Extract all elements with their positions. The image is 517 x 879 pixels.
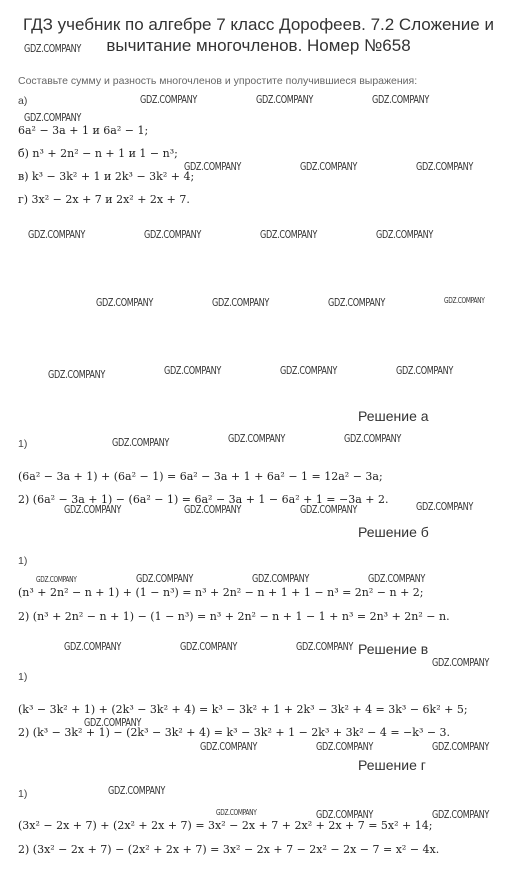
watermark: GDZ.COMPANY [24,111,82,124]
watermark: GDZ.COMPANY [432,740,490,753]
watermark: GDZ.COMPANY [376,228,434,241]
watermark: GDZ.COMPANY [432,808,490,821]
watermark: GDZ.COMPANY [144,228,202,241]
watermark: GDZ.COMPANY [28,228,86,241]
solution-v-line1: (k³ − 3k² + 1) + (2k³ − 3k² + 4) = k³ − 3k² + 1 + 2k³ − 3k² + 4 = 3k³ − 6k² + 5; [18,703,468,716]
watermark: GDZ.COMPANY [184,503,242,516]
watermark: GDZ.COMPANY [228,432,286,445]
watermark: GDZ.COMPANY [64,640,122,653]
solution-b-step1-label: 1) [18,555,28,567]
solution-v-heading: Решение в [358,641,429,657]
watermark: GDZ.COMPANY [48,368,106,381]
watermark: GDZ.COMPANY [84,716,142,729]
task-a-label: а) [18,95,28,107]
watermark: GDZ.COMPANY [416,500,474,513]
watermark: GDZ.COMPANY [216,808,257,817]
solution-g-step1-label: 1) [18,788,28,800]
watermark: GDZ.COMPANY [368,572,426,585]
watermark: GDZ.COMPANY [108,784,166,797]
watermark: GDZ.COMPANY [140,93,198,106]
watermark: GDZ.COMPANY [36,575,77,584]
watermark: GDZ.COMPANY [212,296,270,309]
solution-v-line2: 2) (k³ − 3k² + 1) − (2k³ − 3k² + 4) = k³ − 3k² + 1 − 2k³ + 3k² − 4 = −k³ − 3. [18,726,451,739]
watermark: GDZ.COMPANY [316,740,374,753]
watermark: GDZ.COMPANY [416,160,474,173]
watermark: GDZ.COMPANY [112,436,170,449]
watermark: GDZ.COMPANY [280,364,338,377]
watermark: GDZ.COMPANY [316,808,374,821]
watermark: GDZ.COMPANY [256,93,314,106]
watermark: GDZ.COMPANY [296,640,354,653]
task-a: 6a² − 3a + 1 и 6a² − 1; [18,124,149,137]
solution-a-line1: (6a² − 3a + 1) + (6a² − 1) = 6a² − 3a + 1 + 6a² − 1 = 12a² − 3a; [18,470,383,483]
solution-g-line1: (3x² − 2x + 7) + (2x² + 2x + 7) = 3x² − 2x + 7 + 2x² + 2x + 7 = 5x² + 14; [18,819,433,832]
watermark: GDZ.COMPANY [300,160,358,173]
watermark: GDZ.COMPANY [300,503,358,516]
watermark: GDZ.COMPANY [200,740,258,753]
watermark: GDZ.COMPANY [64,503,122,516]
solution-v-step1-label: 1) [18,671,28,683]
watermark: GDZ.COMPANY [328,296,386,309]
watermark: GDZ.COMPANY [372,93,430,106]
watermark: GDZ.COMPANY [444,296,485,305]
watermark: GDZ.COMPANY [180,640,238,653]
task-instruction: Составьте сумму и разность многочленов и упростите получившиеся выражения: [18,75,418,87]
task-v: в) k³ − 3k² + 1 и 2k³ − 3k² + 4; [18,170,195,183]
watermark: GDZ.COMPANY [344,432,402,445]
watermark: GDZ.COMPANY [164,364,222,377]
watermark: GDZ.COMPANY [136,572,194,585]
watermark: GDZ.COMPANY [432,656,490,669]
solution-b-line2: 2) (n³ + 2n² − n + 1) − (1 − n³) = n³ + 2n² − n + 1 − 1 + n³ = 2n³ + 2n² − n. [18,610,450,623]
watermark: GDZ.COMPANY [260,228,318,241]
watermark: GDZ.COMPANY [184,160,242,173]
watermark: GDZ.COMPANY [96,296,154,309]
solution-a-step1-label: 1) [18,438,28,450]
page-title: ГДЗ учебник по алгебре 7 класс Дорофеев. 7.2 Сложение и вычитание многочленов. Номер №658 [23,15,494,55]
solution-g-heading: Решение г [358,757,426,773]
solution-a-heading: Решение а [358,408,429,424]
watermark: GDZ.COMPANY [396,364,454,377]
watermark: GDZ.COMPANY [24,42,82,55]
solution-b-line1: (n³ + 2n² − n + 1) + (1 − n³) = n³ + 2n² − n + 1 + 1 − n³ = 2n² − n + 2; [18,586,424,599]
task-b: б) n³ + 2n² − n + 1 и 1 − n³; [18,147,178,160]
solution-g-line2: 2) (3x² − 2x + 7) − (2x² + 2x + 7) = 3x² − 2x + 7 − 2x² − 2x − 7 = x² − 4x. [18,843,440,856]
solution-b-heading: Решение б [358,524,429,540]
solution-a-line2: 2) (6a² − 3a + 1) − (6a² − 1) = 6a² − 3a + 1 − 6a² + 1 = −3a + 2. [18,493,389,506]
task-g: г) 3x² − 2x + 7 и 2x² + 2x + 7. [18,193,190,206]
watermark: GDZ.COMPANY [252,572,310,585]
